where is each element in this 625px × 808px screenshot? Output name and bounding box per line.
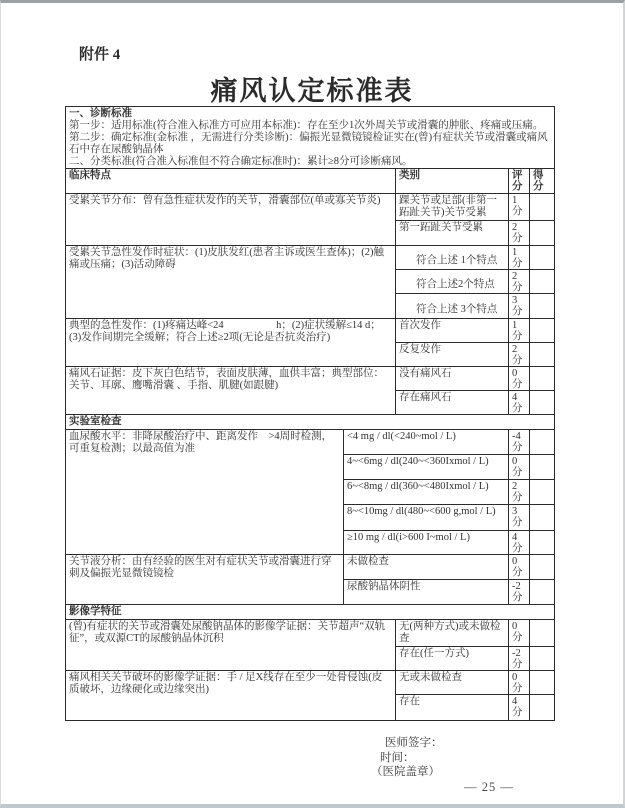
- gotscore-blank-cell: [530, 367, 555, 391]
- table-row: [66, 194, 555, 221]
- score-unit: 分: [512, 467, 523, 478]
- score-value: 1: [512, 247, 518, 258]
- score-cell: [509, 531, 530, 555]
- table-row: [66, 430, 555, 455]
- gotscore-blank-cell: [530, 670, 555, 694]
- score-cell: [509, 319, 530, 343]
- diagnostic-criteria-heading: 一、诊断标准: [69, 108, 132, 119]
- gotscore-blank-cell: [530, 646, 555, 670]
- imaging-section-heading: 影像学特征: [66, 605, 555, 620]
- gotscore-blank-cell: [530, 343, 555, 367]
- score-cell: [509, 455, 530, 480]
- table-row: [66, 555, 555, 580]
- category-cell: 无(两种方式)或未做检查: [396, 620, 509, 647]
- score-value: 4: [512, 532, 518, 543]
- category-cell: 未做检查: [344, 555, 509, 580]
- feature-synovial-fluid: 关节液分析：由有经验的医生对有症状关节或滑囊进行穿刺及偏振光显微镜镜检: [66, 555, 344, 605]
- score-unit: 分: [512, 233, 523, 244]
- score-cell: [509, 194, 530, 221]
- gotscore-blank-cell: [530, 270, 555, 294]
- score-unit: 分: [512, 355, 523, 366]
- score-unit: 分: [512, 706, 523, 718]
- score-value: 0: [512, 621, 518, 632]
- table-row: [66, 670, 555, 694]
- category-cell: 反复发作: [396, 343, 509, 367]
- gotscore-blank-cell: [530, 294, 555, 319]
- section-header-row: [66, 605, 555, 620]
- score-value: -4: [512, 431, 521, 442]
- score-value: 0: [512, 456, 518, 467]
- category-cell: 4~<6mg / dl(240~<360Ixmol / L): [344, 455, 509, 480]
- score-unit: 分: [512, 282, 523, 293]
- page-title: 痛风认定标准表: [210, 76, 414, 106]
- category-cell: 符合上述 1个特点: [396, 246, 509, 270]
- gotscore-blank-cell: [530, 319, 555, 343]
- col-header-category: 类别: [396, 169, 509, 194]
- score-value: 2: [512, 271, 518, 282]
- score-unit: 分: [512, 306, 523, 317]
- table-row: [66, 367, 555, 391]
- score-value: 4: [512, 695, 518, 707]
- score-unit: 分: [512, 331, 523, 342]
- feature-joint-damage-imaging: 痛风相关关节破坏的影像学证据：手 / 足X线存在至少一处骨侵蚀(皮质破坏，边缘硬化或边缘突出): [66, 670, 396, 720]
- score-unit: 分: [512, 517, 523, 528]
- category-cell: 尿酸钠晶体阴性: [344, 580, 509, 605]
- category-cell: 踝关节或足部(非第一跖趾关节)关节受累: [396, 194, 509, 221]
- category-cell: 第一跖趾关节受累: [396, 221, 509, 246]
- hospital-seal-label: （医院盖章）: [371, 766, 440, 778]
- category-cell: 符合上述 3个特点: [396, 294, 509, 319]
- score-value: 2: [512, 222, 518, 233]
- category-cell: 首次发作: [396, 319, 509, 343]
- score-cell: [509, 367, 530, 391]
- gotscore-blank-cell: [530, 194, 555, 221]
- score-cell: [509, 343, 530, 367]
- criteria-notes-row: [66, 107, 555, 169]
- gotscore-blank-cell: [530, 694, 555, 720]
- col-header-score: 评分: [509, 169, 530, 194]
- score-value: 0: [512, 556, 518, 567]
- gotscore-blank-cell: [530, 246, 555, 270]
- category-cell: 存在痛风石: [396, 391, 509, 415]
- score-unit: 分: [512, 682, 523, 694]
- criteria-table: [65, 106, 555, 721]
- score-value: 1: [512, 320, 518, 331]
- attachment-label: 附件 4: [79, 47, 121, 63]
- score-unit: 分: [512, 567, 523, 578]
- gotscore-blank-cell: [530, 391, 555, 415]
- score-cell: [509, 670, 530, 694]
- table-row: [66, 319, 555, 343]
- score-cell: [509, 270, 530, 294]
- category-cell: ≥10 mg / dl(i>600 I~mol / L): [344, 531, 509, 555]
- score-cell: [509, 580, 530, 605]
- feature-typical-episode: 典型的急性发作：(1)疼痛达峰<24 h；(2)症状缓解≤14 d；(3)发作间期完全缓解；符合上述≥2项(无论是否抗炎治疗): [66, 319, 396, 367]
- score-cell: [509, 505, 530, 531]
- score-cell: [509, 391, 530, 415]
- score-cell: [509, 430, 530, 455]
- category-cell: 无或未做检查: [396, 670, 509, 694]
- score-cell: [509, 646, 530, 670]
- score-cell: [509, 694, 530, 720]
- score-unit: 分: [512, 632, 523, 643]
- score-cell: [509, 221, 530, 246]
- score-value: 2: [512, 481, 518, 492]
- score-cell: [509, 246, 530, 270]
- score-cell: [509, 555, 530, 580]
- category-cell: 8~<10mg / dl(480~<600 g,mol / L): [344, 505, 509, 531]
- gotscore-blank-cell: [530, 480, 555, 505]
- score-cell: [509, 620, 530, 647]
- section-header-row: [66, 415, 555, 430]
- score-value: 0: [512, 368, 518, 379]
- score-cell: [509, 294, 530, 319]
- col-header-clinical: 临床特点: [66, 169, 396, 194]
- feature-joint-distribution: 受累关节分布：曾有急性症状发作的关节，滑囊部位(单或寡关节炎): [66, 194, 396, 246]
- category-cell: 没有痛风石: [396, 367, 509, 391]
- gotscore-blank-cell: [530, 455, 555, 480]
- score-value: 0: [512, 671, 518, 683]
- score-unit: 分: [512, 442, 523, 453]
- category-cell: <4 mg / dl(<240~mol / L): [344, 430, 509, 455]
- physician-signature-label: 医师签字：: [385, 737, 443, 749]
- col-header-gotscore: 得分: [530, 169, 555, 194]
- gotscore-blank-cell: [530, 620, 555, 647]
- score-unit: 分: [512, 492, 523, 503]
- score-unit: 分: [512, 206, 523, 217]
- classification-criteria: 二、分类标准(符合准入标准但不符合确定标准时)：累计≥8分可诊断痛风。: [69, 156, 413, 167]
- gotscore-blank-cell: [530, 430, 555, 455]
- category-cell: 6~<8mg / dl(360~<480Ixmol / L): [344, 480, 509, 505]
- page-number: — 25 —: [464, 780, 514, 794]
- score-value: 4: [512, 392, 518, 403]
- score-unit: 分: [512, 658, 523, 670]
- feature-acute-symptoms: 受累关节急性发作时症状：(1)皮肤发红(患者主诉或医生查体)；(2)触痛或压痛；(3)活动障碍: [66, 246, 396, 319]
- score-unit: 分: [512, 543, 523, 554]
- score-value: -2: [512, 581, 521, 592]
- score-unit: 分: [512, 258, 523, 269]
- gotscore-blank-cell: [530, 505, 555, 531]
- criteria-step1: 第一步：适用标准(符合准入标准方可应用本标准)：存在至少1次外周关节或滑囊的肿胀、疼痛或压痛。: [69, 120, 544, 131]
- score-value: -2: [512, 647, 521, 659]
- feature-serum-uric-acid: 血尿酸水平：非降尿酸治疗中、距离发作 >4周时检测，可重复检测；以最高值为准: [66, 430, 344, 555]
- score-value: 3: [512, 295, 518, 306]
- score-value: 1: [512, 195, 518, 206]
- category-cell: 存在(任一方式): [396, 646, 509, 670]
- score-value: 3: [512, 506, 518, 517]
- gotscore-blank-cell: [530, 531, 555, 555]
- table-row: [66, 620, 555, 647]
- category-cell: 符合上述2个特点: [396, 270, 509, 294]
- criteria-step2: 第二步：确定标准(金标准 ，无需进行分类诊断)：偏振光显微镜镜检证实在(曾)有症状关节或滑囊或痛风石中存在尿酸钠晶体: [69, 132, 548, 155]
- score-value: 2: [512, 344, 518, 355]
- lab-section-heading: 实验室检查: [66, 415, 555, 430]
- score-unit: 分: [512, 403, 523, 414]
- time-label: 时间：: [380, 752, 415, 764]
- gotscore-blank-cell: [530, 221, 555, 246]
- table-header-row: [66, 169, 555, 194]
- gotscore-blank-cell: [530, 555, 555, 580]
- table-row: [66, 246, 555, 270]
- category-cell: 存在: [396, 694, 509, 720]
- gotscore-blank-cell: [530, 580, 555, 605]
- feature-tophus-evidence: 痛风石证据：皮下灰白色结节，表面皮肤薄，血供丰富；典型部位：关节、耳廓、鹰嘴滑囊 、手指、肌腱(如跟腱): [66, 367, 396, 415]
- score-unit: 分: [512, 379, 523, 390]
- score-unit: 分: [512, 592, 523, 603]
- score-cell: [509, 480, 530, 505]
- feature-urate-imaging: (曾)有症状的关节或滑囊处尿酸钠晶体的影像学证据：关节超声“双轨征”，或双源CT的尿酸钠晶体沉积: [66, 620, 396, 671]
